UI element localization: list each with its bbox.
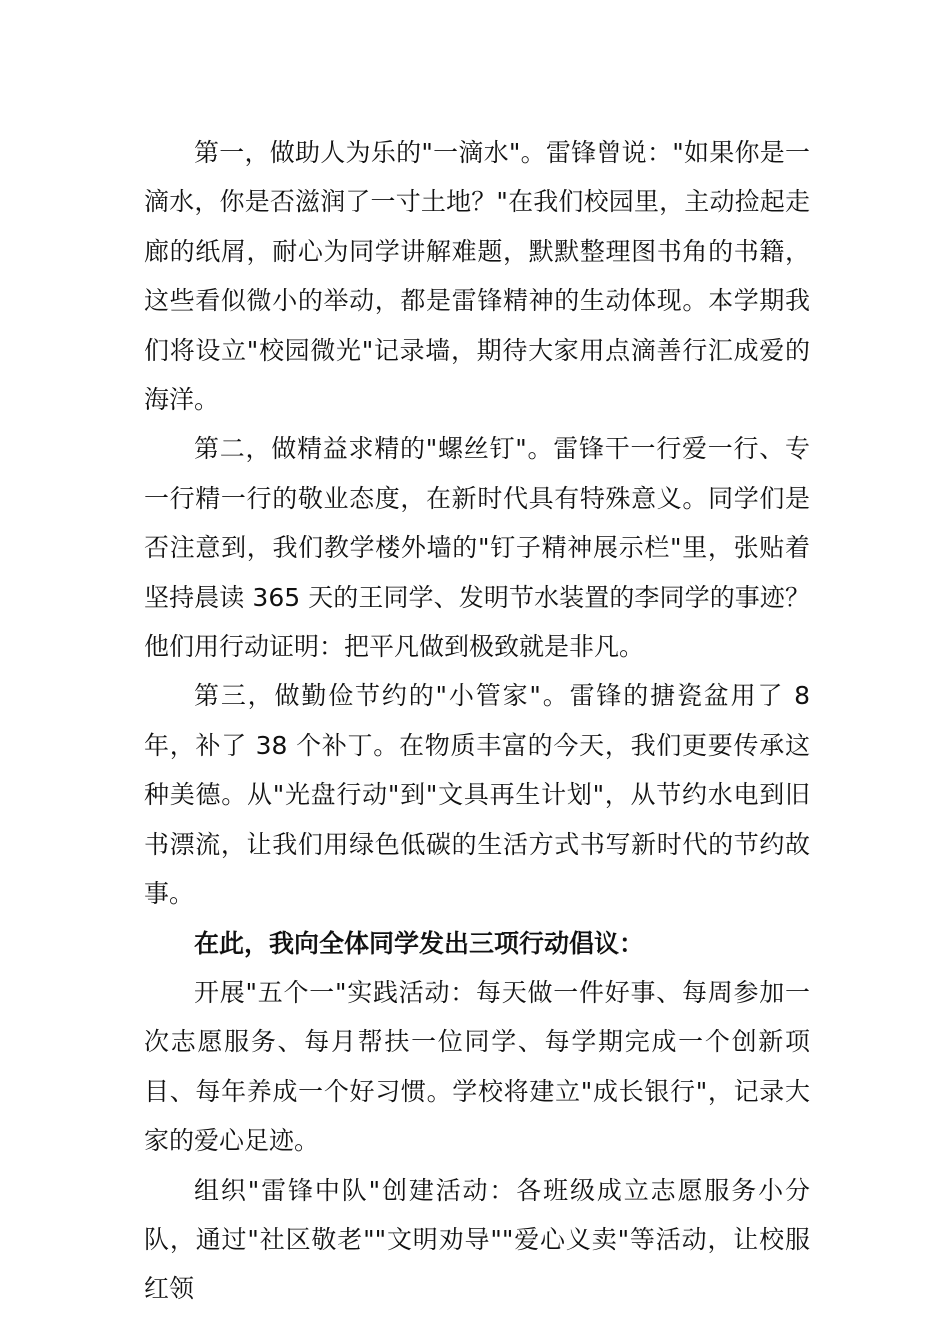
paragraph-leifeng-squad: 组织"雷锋中队"创建活动：各班级成立志愿服务小分队，通过"社区敬老""文明劝导""爱心义卖"等活动，让校服红领 xyxy=(144,1175,810,1304)
paragraph-thrift: 第三，做勤俭节约的"小管家"。雷锋的搪瓷盆用了 8 年，补了 38 个补丁。在物质丰富的今天，我们更要传承这种美德。从"光盘行动"到"文具再生计划"，从节约水电到旧书漂流，让我们用绿色低碳的生活方式书写新时代的节约故事。 xyxy=(144,681,810,909)
paragraph-five-ones: 开展"五个一"实践活动：每天做一件好事、每周参加一次志愿服务、每月帮扶一位同学、每学期完成一个创新项目、每年养成一个好习惯。学校将建立"成长银行"，记录大家的爱心足迹。 xyxy=(144,977,810,1156)
paragraph-initiative-heading: 在此，我向全体同学发出三项行动倡议： xyxy=(194,928,645,958)
document-body xyxy=(144,128,810,1314)
paragraph-screw-spirit: 第二，做精益求精的"螺丝钉"。雷锋干一行爱一行、专一行精一行的敬业态度，在新时代具有特殊意义。同学们是否注意到，我们教学楼外墙的"钉子精神展示栏"里，张贴着坚持晨读 365 天的王同学、发明节水装置的李同学的事迹？他们用行动证明：把平凡做到极致就是非凡。 xyxy=(144,434,810,662)
paragraph-help-others: 第一，做助人为乐的"一滴水"。雷锋曾说："如果你是一滴水，你是否滋润了一寸土地？"在我们校园里，主动捡起走廊的纸屑，耐心为同学讲解难题，默默整理图书角的书籍，这些看似微小的举动，都是雷锋精神的生动体现。本学期我们将设立"校园微光"记录墙，期待大家用点滴善行汇成爱的海洋。 xyxy=(144,138,810,415)
